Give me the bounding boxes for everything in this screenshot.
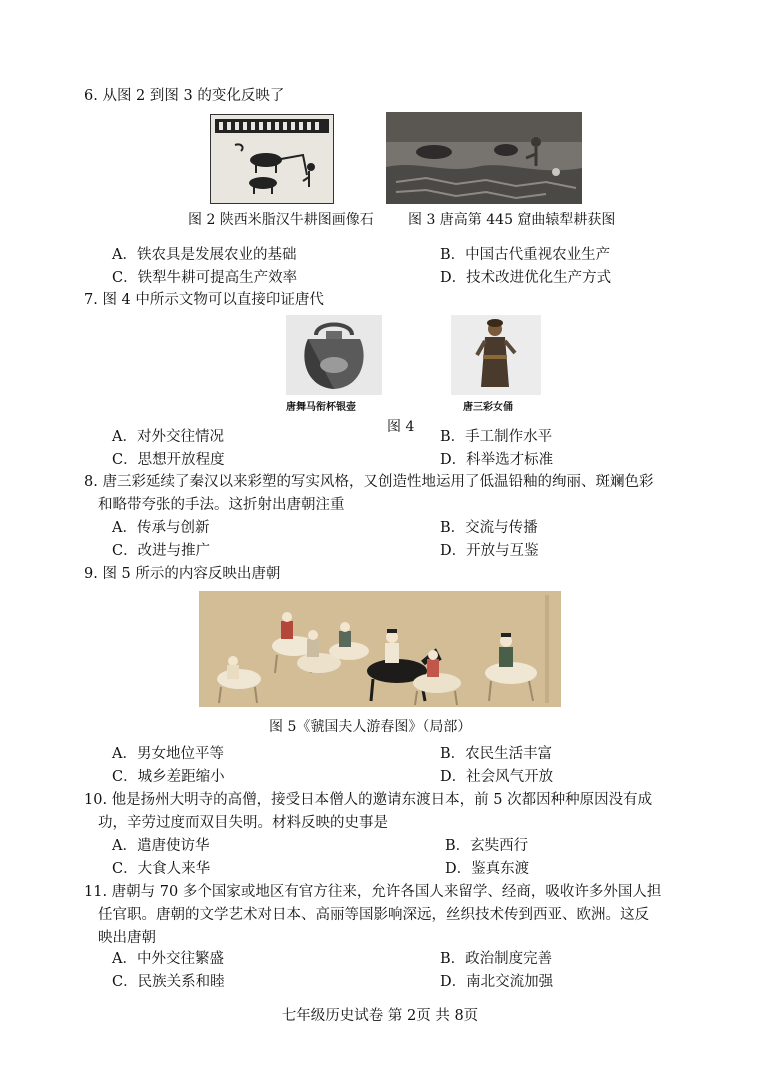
q8-option-b: B．交流与传播 [440, 520, 538, 536]
tri-colour-figurine-image [451, 315, 541, 395]
page-footer: 七年级历史试卷 第 2页 共 8页 [281, 1008, 479, 1024]
q10-option-d: D．鉴真东渡 [445, 861, 530, 877]
q8-stem-line1: 8. 唐三彩延续了秦汉以来彩塑的写实风格，又创造性地运用了低温铅釉的绚丽、斑斓色彩 [84, 474, 654, 490]
q7-option-d: D．科举选才标准 [440, 452, 554, 468]
q8-stem-line2: 和略带夸张的手法。这折射出唐朝注重 [98, 497, 345, 513]
fig5-caption: 图 5《虢国夫人游春图》（局部） [269, 719, 472, 735]
q9-option-d: D．社会风气开放 [440, 769, 554, 785]
q10-stem-line2: 功，辛劳过度而双目失明。材料反映的史事是 [98, 815, 388, 831]
silver-pot-image [286, 315, 382, 395]
q7-option-b: B．手工制作水平 [440, 429, 553, 445]
q6-stem: 6. 从图 2 到图 3 的变化反映了 [84, 88, 285, 104]
q11-option-c: C．民族关系和睦 [112, 974, 225, 990]
q6-option-d: D．技术改进优化生产方式 [440, 270, 612, 286]
q9-option-c: C．城乡差距缩小 [112, 769, 225, 785]
q6-option-c: C．铁犁牛耕可提高生产效率 [112, 270, 298, 286]
q8-option-a: A．传承与创新 [112, 520, 210, 536]
q9-stem: 9. 图 5 所示的内容反映出唐朝 [84, 566, 281, 582]
fig3-caption: 图 3 唐高第 445 窟曲辕犁耕获图 [408, 212, 616, 228]
q8-option-c: C．改进与推广 [112, 543, 211, 559]
q11-stem-line1: 11. 唐朝与 70 多个国家或地区有官方往来，允许各国人来留学、经商，吸收许多外国人担 [84, 884, 662, 900]
q7-option-a: A．对外交往情况 [112, 429, 224, 445]
q11-option-d: D．南北交流加强 [440, 974, 554, 990]
figurine-label: 唐三彩女俑 [463, 402, 513, 413]
q11-option-b: B．政治制度完善 [440, 951, 553, 967]
q10-option-b: B．玄奘西行 [445, 838, 529, 854]
q11-stem-line2: 任官职。唐朝的文学艺术对日本、高丽等国影响深远，丝织技术传到西亚、欧洲。这反 [98, 907, 649, 923]
q7-option-c: C．思想开放程度 [112, 452, 225, 468]
q7-stem: 7. 图 4 中所示文物可以直接印证唐代 [84, 292, 324, 308]
q11-option-a: A．中外交往繁盛 [112, 951, 224, 967]
q6-option-b: B．中国古代重视农业生产 [440, 247, 611, 263]
q11-stem-line3: 映出唐朝 [98, 930, 156, 946]
q10-stem-line1: 10. 他是扬州大明寺的高僧，接受日本僧人的邀请东渡日本，前 5 次都因种种原因没有成 [84, 792, 653, 808]
q10-option-a: A．遣唐使访华 [112, 838, 210, 854]
fig2-ox-plough-relief [210, 114, 334, 204]
q9-option-b: B．农民生活丰富 [440, 746, 553, 762]
q10-option-c: C．大食人来华 [112, 861, 211, 877]
fig3-curved-plough-mural [386, 112, 582, 204]
q8-option-d: D．开放与互鉴 [440, 543, 539, 559]
silver-pot-label: 唐舞马衔杯银壶 [286, 402, 356, 413]
fig4-caption: 图 4 [387, 419, 415, 435]
q6-option-a: A．铁农具是发展农业的基础 [112, 247, 297, 263]
q9-option-a: A．男女地位平等 [112, 746, 224, 762]
fig2-caption: 图 2 陕西米脂汉牛耕图画像石 [188, 212, 374, 228]
fig5-spring-outing-painting [199, 591, 561, 707]
